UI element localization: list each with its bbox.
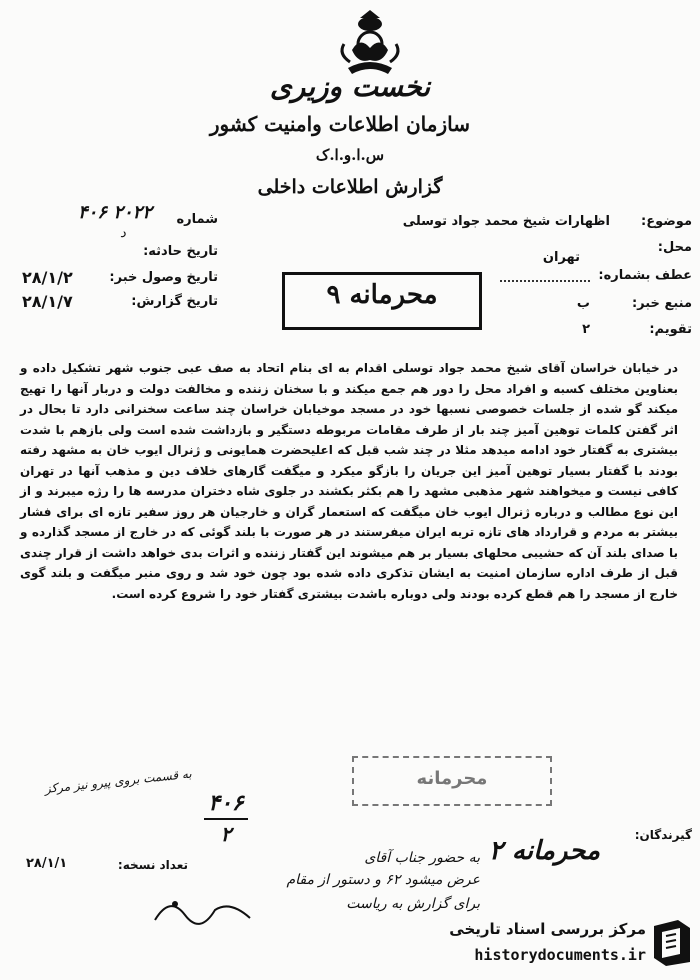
place-label: محل: (657, 240, 692, 255)
received-date-value: ۲۸/۱/۲ (22, 268, 73, 287)
copies-label: تعداد نسخه: (117, 858, 188, 872)
source-label: منبع خبر: (631, 296, 692, 311)
confidential-stamp-text (290, 280, 474, 310)
number-value: ۲۰۲۲ ۴۰۶ (78, 202, 152, 223)
header-prime-ministry: نخست وزیری (269, 70, 431, 103)
lion-and-sun-emblem (330, 8, 410, 78)
archive-logo-icon (650, 918, 694, 968)
reference-dotted-line (500, 280, 590, 282)
watermark-name: مرکز بررسی اسناد تاریخی (449, 920, 646, 938)
header-report-type: گزارش اطلاعات داخلی (257, 176, 443, 198)
evaluation-label: تقویم: (649, 322, 692, 337)
faded-stamp-text: محرمانه (416, 768, 488, 789)
confidential-number: ۹ (326, 280, 341, 310)
recipients-handwritten: محرمانه ۲ (488, 836, 600, 866)
handwritten-left-note: به قسمت بروی پیرو نیز مرکز (44, 766, 193, 796)
subject-value: اظهارات شیخ محمد جواد توسلی (402, 214, 610, 229)
watermark-url: historydocuments.ir (474, 946, 646, 964)
copies-value: ۲۸/۱/۱ (26, 856, 68, 871)
confidential-word: محرمانه (349, 280, 438, 310)
received-date-label: تاریخ وصول خبر: (109, 270, 218, 285)
number-label: شماره (176, 212, 218, 227)
header-organization: سازمان اطلاعات وامنیت کشور (209, 112, 470, 136)
handwritten-divider (204, 818, 248, 820)
evaluation-value: ۲ (582, 322, 590, 337)
handwritten-number-top: ۴۰۶ (208, 790, 244, 816)
handwritten-signature (150, 890, 260, 930)
event-date-label: تاریخ حادثه: (143, 244, 218, 259)
subject-label: موضوع: (641, 214, 692, 229)
number-sub: د (120, 226, 126, 241)
handwritten-line-3: برای گزارش به ریاست (346, 896, 480, 912)
handwritten-number-bottom: ۲ (220, 822, 232, 846)
handwritten-line-2: عرض میشود ۶۲ و دستور از مقام (286, 872, 480, 888)
report-date-value: ۲۸/۱/۷ (22, 292, 73, 311)
report-date-label: تاریخ گزارش: (131, 294, 218, 309)
report-body: در خیابان خراسان آقای شیخ محمد جواد توسلی اقدام به ای بنام اتحاد به صف عبی جنوب شهر تشکیل داده و بعناوین مختلف کسبه و افراد محل را دور هم جمع میکند و با سخنان زننده و مخالفت دولت و دربار آنها را تهیج میکند گو شده از جلسات خصوصی نسبها خود در مسجد موخیابان خراسان چند ساعت سخنرانی دارد تا بحال در اثر گفتن کلمات توهین آمیز چند بار از طرف مقامات مربوطه دستگیر و بازداشت شده است ولی بازهم با شدت بیشتری به گفتار خود ادامه میدهد مثلا در چند شب قبل که اعلیحضرت همایونی و ژنرال ایوب خان به مشهد رفته بودند با گفتار بسیار توهین آمیز این جریان را بازگو میکرد و میگفت گارهای خلاف دین و مذهب آنها در تهران کافی نیست و میخواهند شهر مذهبی مشهد را هم بکثر بکشند در جلوی شاه دختران مدرسه ها را رژه میبرند و از این نوع مطالب و درباره ژنرال ایوب خان میگفت که استعمار گران و خارجیان هر روز سفیر تازه ای برای فشار بیشتر به مردم و قرارداد های تازه تربه ایران میفرستند در هر صورت با بلند گوئی که در خارج از مسجد گذارده و با صدای بلند آن که حشیبی محلهای بسیار بر هم میشوند این گفتار زننده و اثرات بدی خواهد داشت از قرار چندی قبل از طرف اداره سازمان امنیت به ایشان تذکری داده شده بود چون خود شد و روی منبر میگفت و بلند گوی خارج از مسجد را هم قطع کرده بودند ولی دوباره باشدت بیشتری گفتار خود را شروع کرده است. (20, 361, 678, 601)
handwritten-line-1: به حضور جناب آقای (364, 850, 480, 866)
source-value: ب (576, 296, 590, 311)
header-acronym: س.ا.و.ا.ک (315, 146, 385, 164)
reference-label: عطف بشماره: (598, 268, 692, 283)
recipients-label: گیرندگان: (634, 828, 692, 842)
place-value: تهران (542, 250, 580, 265)
